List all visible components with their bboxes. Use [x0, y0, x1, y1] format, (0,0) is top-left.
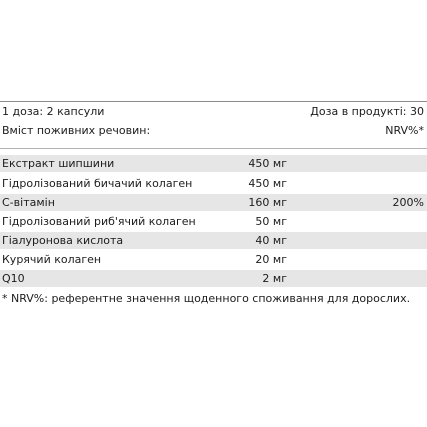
- serving-row: [0, 103, 427, 120]
- nutrients-label: Вміст поживних речовин:: [2, 124, 151, 137]
- nrv-footnote: * NRV%: референтне значення щоденного споживання для дорослих.: [2, 292, 411, 305]
- table-row: [0, 251, 427, 268]
- table-row: [0, 213, 427, 230]
- nutrient-name: С-вітамін: [2, 196, 55, 209]
- table-row: [0, 155, 427, 172]
- nutrient-amount: 2 мг: [262, 272, 287, 285]
- table-row: [0, 194, 427, 211]
- nrv-header: NRV%*: [385, 124, 424, 137]
- nutrient-amount: 450 мг: [248, 157, 287, 170]
- table-row: [0, 232, 427, 249]
- servings-per-container: Доза в продукті: 30: [310, 105, 424, 118]
- nutrient-amount: 160 мг: [248, 196, 287, 209]
- top-divider: [0, 101, 427, 102]
- header-divider: [0, 148, 427, 149]
- table-row: [0, 270, 427, 287]
- nutrient-amount: 50 мг: [255, 215, 287, 228]
- nutrient-name: Гіалуронова кислота: [2, 234, 124, 247]
- nutrient-name: Гідролізований бичачий колаген: [2, 177, 193, 190]
- nutrient-amount: 20 мг: [255, 253, 287, 266]
- serving-size: 1 доза: 2 капсули: [2, 105, 105, 118]
- nutrient-name: Курячий колаген: [2, 253, 102, 266]
- nutrient-amount: 450 мг: [248, 177, 287, 190]
- table-row: [0, 175, 427, 192]
- nutrient-nrv: 200%: [392, 196, 424, 209]
- nutrients-header-row: [0, 122, 427, 139]
- nutrient-name: Екстракт шипшини: [2, 157, 115, 170]
- nutrient-name: Гідролізований риб'ячий колаген: [2, 215, 196, 228]
- nutrient-amount: 40 мг: [255, 234, 287, 247]
- nutrient-name: Q10: [2, 272, 25, 285]
